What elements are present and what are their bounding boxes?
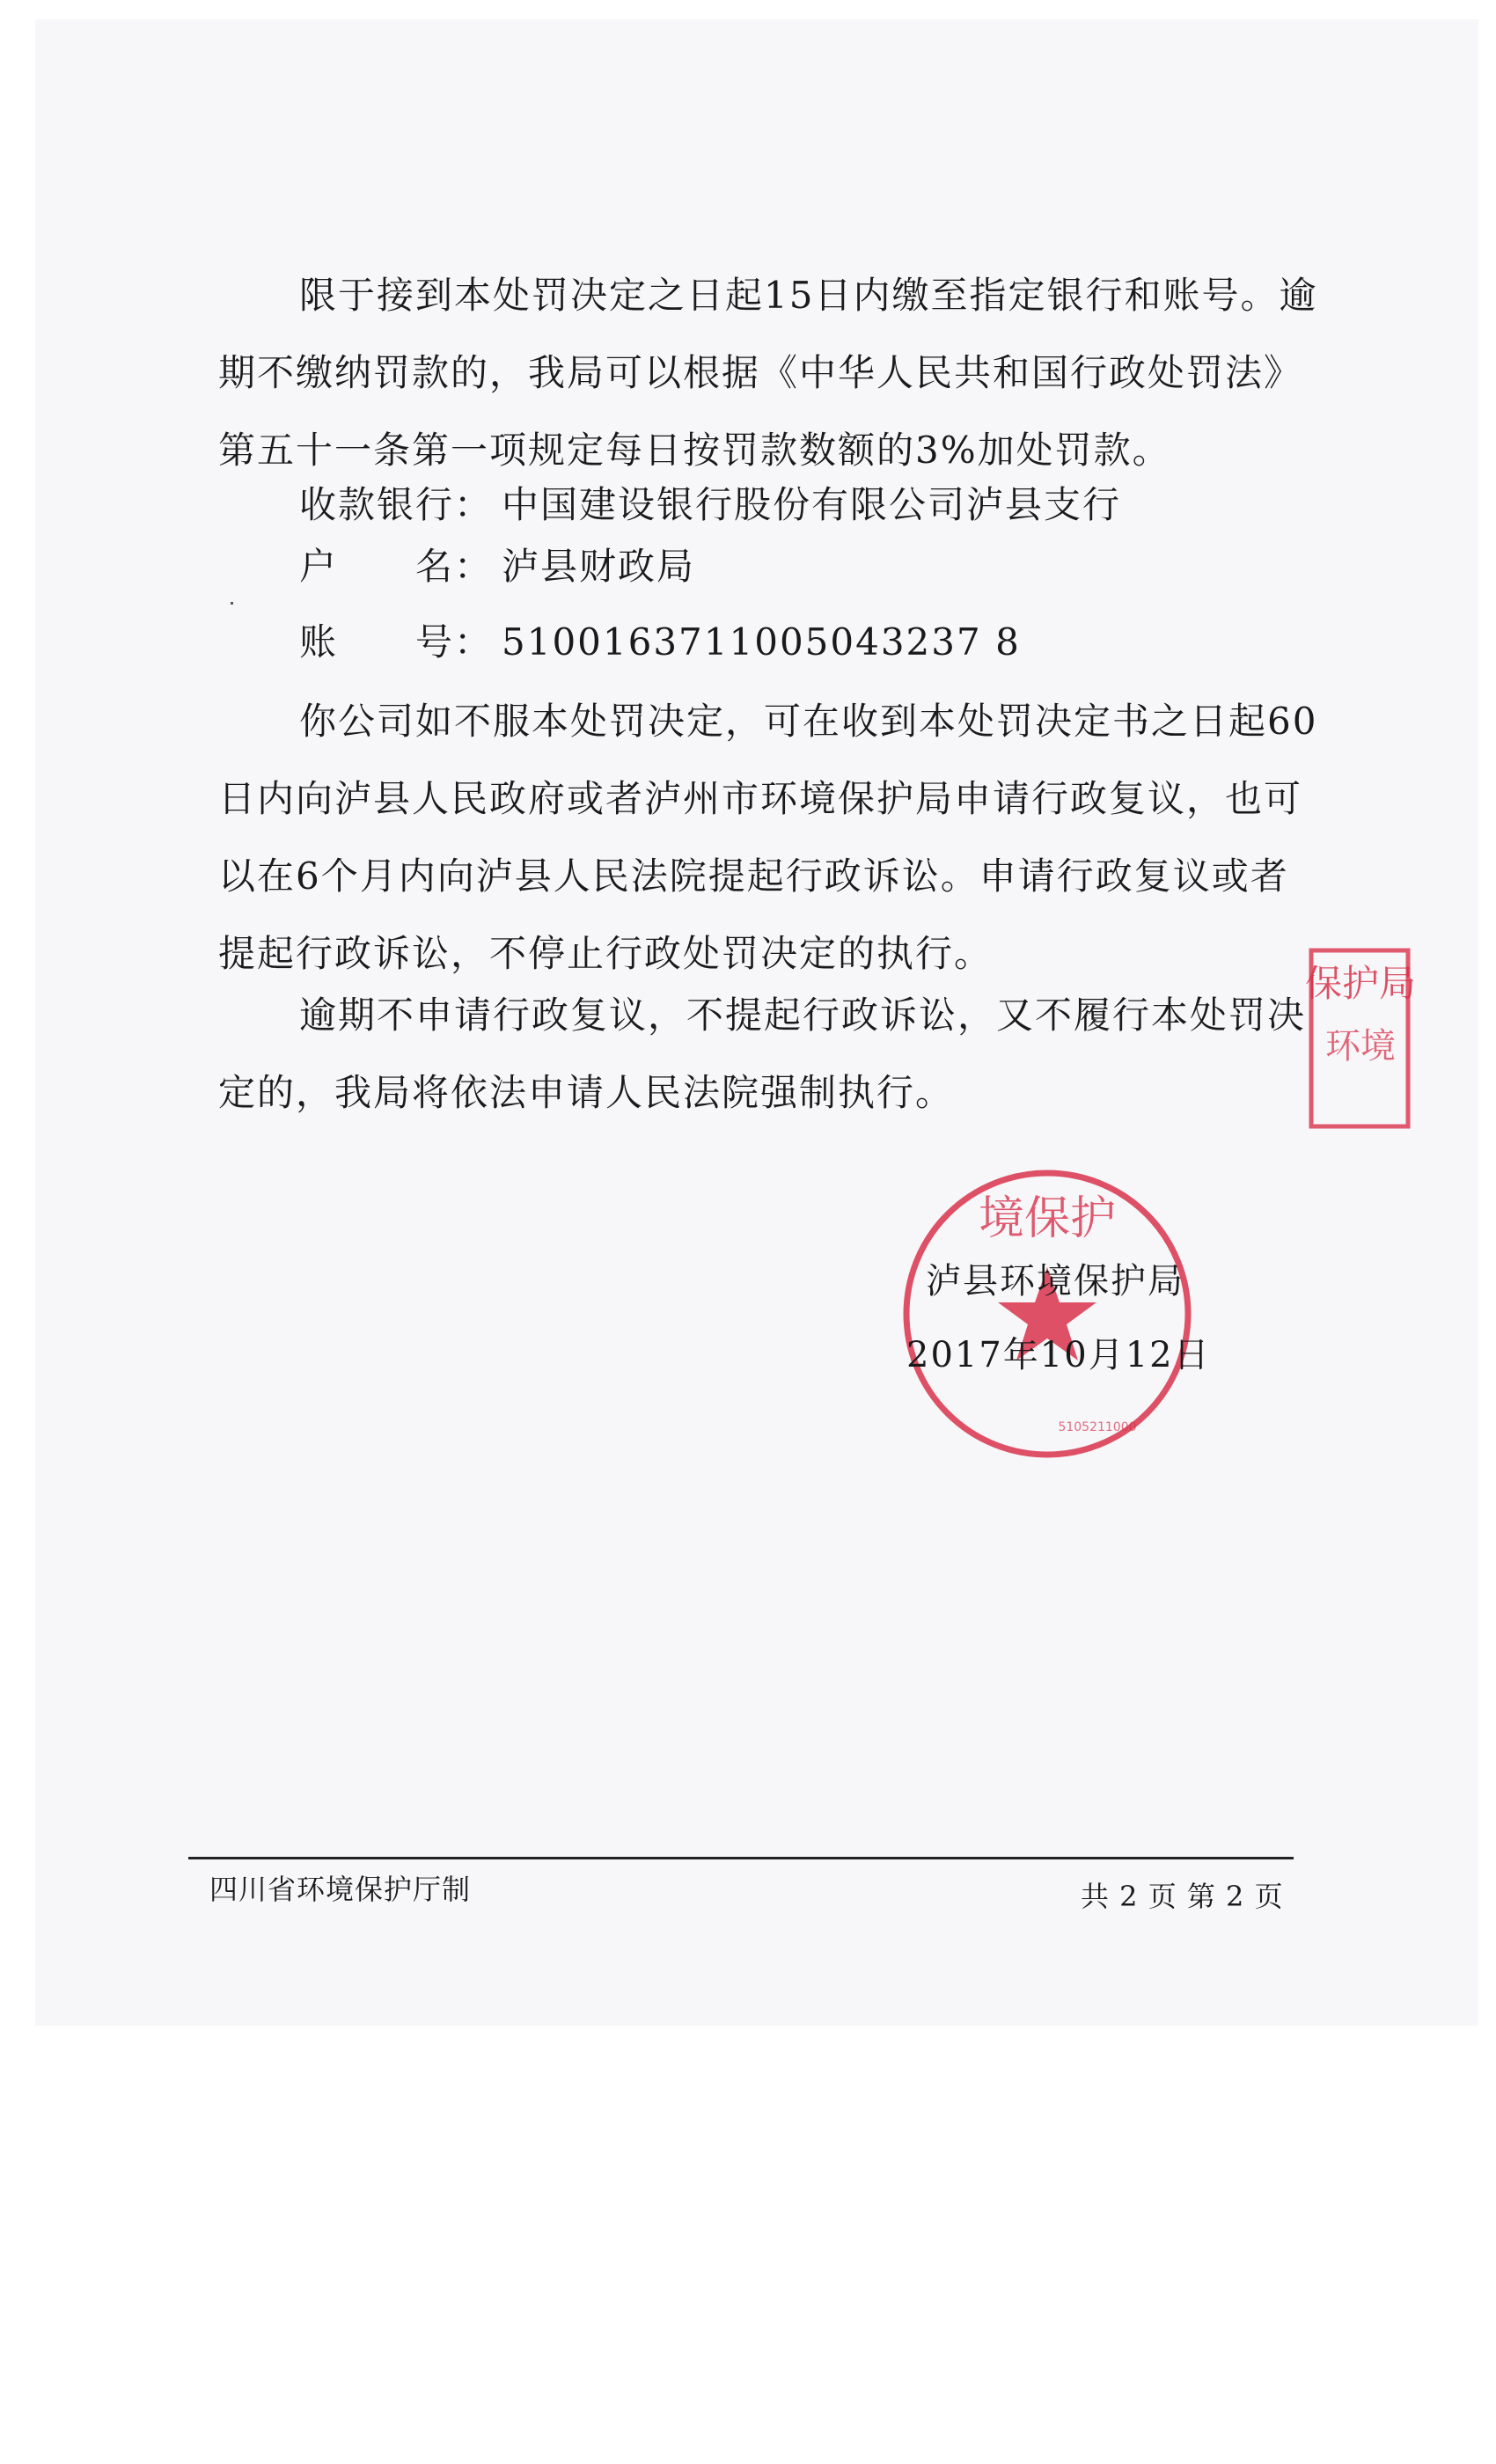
signature-organization: 泸县环境保护局	[926, 1261, 1184, 1302]
enforcement-text: 逾期不申请行政复议，不提起行政诉讼，又不履行本处罚决定的，我局将依法申请人民法院强制执行。	[218, 994, 1307, 1114]
seal-arc-text: 境保护	[978, 1192, 1117, 1245]
bank-value: 中国建设银行股份有限公司泸县支行	[502, 483, 1122, 526]
side-seal	[1304, 943, 1419, 1137]
side-seal-text-2: 环境	[1325, 1026, 1396, 1067]
seal-code: 5105211000	[1058, 1420, 1137, 1434]
main-seal	[893, 1160, 1201, 1468]
account-name-label: 户 名：	[299, 545, 494, 588]
footer-divider	[188, 1857, 1294, 1859]
account-number-label: 账 号：	[299, 620, 494, 664]
enforcement-paragraph	[218, 977, 1323, 1132]
account-name-field	[299, 528, 695, 605]
account-number-field	[299, 604, 1021, 681]
account-name-value: 泸县财政局	[502, 545, 696, 588]
stray-dot	[231, 602, 233, 605]
footer-page-info: 共 2 页 第 2 页	[1081, 1880, 1284, 1913]
account-number-value: 5100163711005043237 8	[502, 620, 1021, 664]
fine-payment-paragraph	[218, 257, 1323, 489]
bank-label: 收款银行：	[299, 483, 494, 526]
fine-payment-text: 限于接到本处罚决定之日起15日内缴至指定银行和账号。逾期不缴纳罚款的，我局可以根据《中华人民共和国行政处罚法》第五十一条第一项规定每日按罚款数额的3%加处罚款。	[218, 274, 1318, 472]
appeal-paragraph	[218, 683, 1323, 993]
side-seal-text-1: 保护局	[1304, 962, 1417, 1005]
footer-issuer: 四川省环境保护厅制	[209, 1873, 472, 1906]
appeal-text: 你公司如不服本处罚决定，可在收到本处罚决定书之日起60日内向泸县人民政府或者泸州市环境保护局申请行政复议，也可以在6个月内向泸县人民法院提起行政诉讼。申请行政复议或者提起行政诉讼，不停止行政处罚决定的执行。	[218, 700, 1318, 975]
signature-date: 2017年10月12日	[906, 1335, 1211, 1375]
